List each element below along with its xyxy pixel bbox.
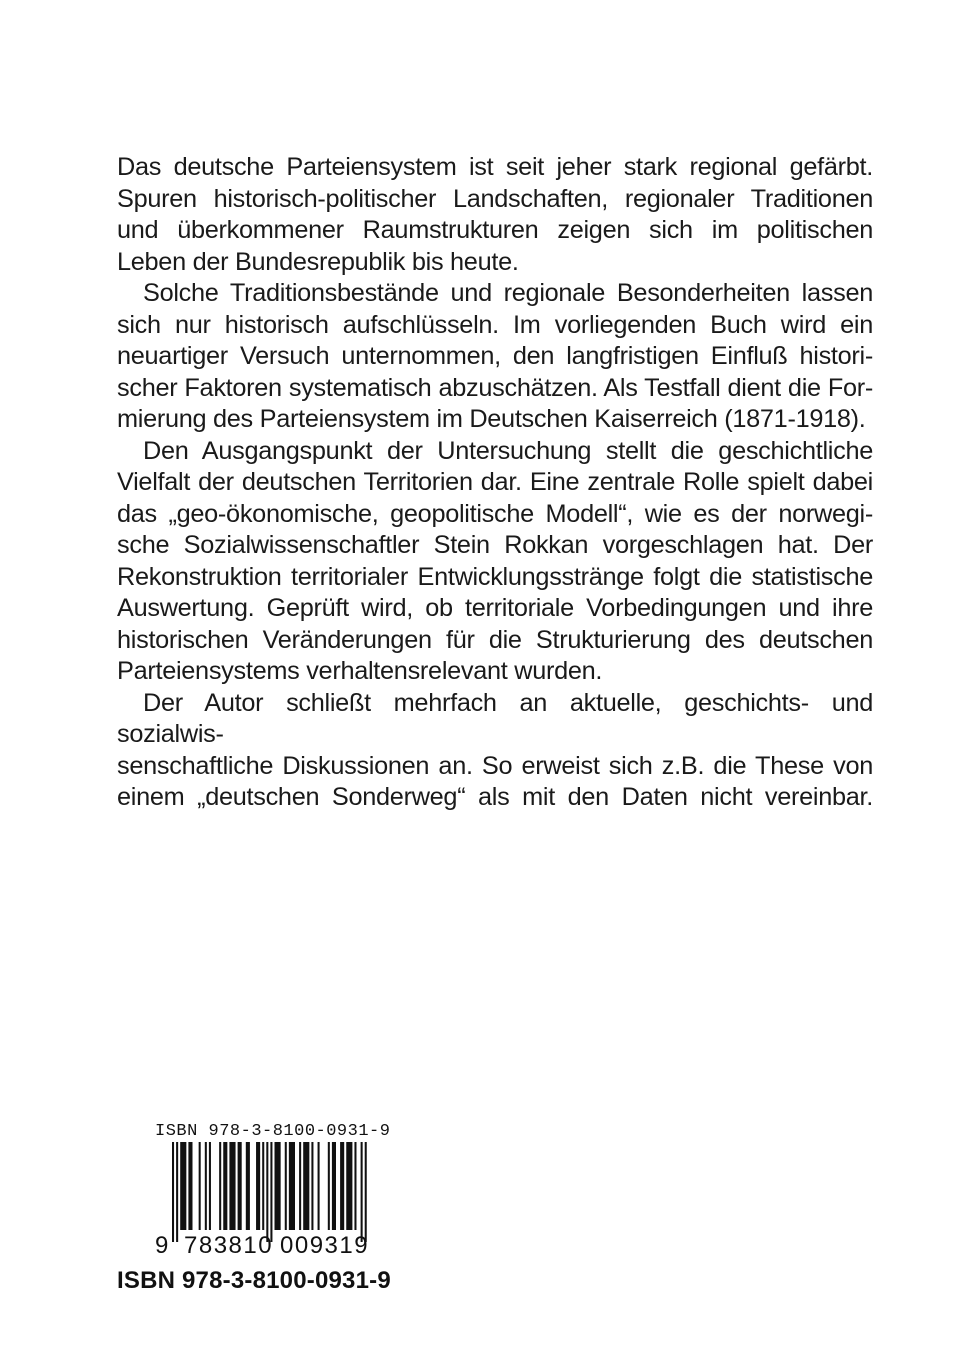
text-line: das „geo-ökonomische, geopolitische Modell“, wie es der norwegi- xyxy=(117,499,873,528)
barcode-bar xyxy=(229,1142,235,1230)
barcode-bar xyxy=(219,1142,221,1230)
barcode-bar xyxy=(256,1142,260,1230)
barcode-digits-left: 783810 xyxy=(184,1232,274,1259)
barcode-guard-bar xyxy=(365,1142,367,1242)
text-line: Der Autor schließt mehrfach an aktuelle, geschichts- und sozialwis- xyxy=(117,688,873,748)
barcode-bar xyxy=(262,1142,264,1230)
barcode-bar xyxy=(299,1142,301,1230)
barcode-digit-first: 9 xyxy=(155,1232,169,1259)
barcode-guard-bar xyxy=(172,1142,174,1242)
barcode-guard-bar xyxy=(361,1142,363,1242)
barcode-bar xyxy=(205,1142,207,1230)
text-line: Leben der Bundesrepublik bis heute. xyxy=(117,247,519,276)
barcode-isbn-label: ISBN 978-3-8100-0931-9 xyxy=(155,1122,391,1141)
barcode-guard-bar xyxy=(270,1142,272,1242)
barcode-bar xyxy=(223,1142,227,1230)
isbn-bold: ISBN 978-3-8100-0931-9 xyxy=(117,1267,391,1294)
barcode-bar xyxy=(318,1142,320,1230)
text-line: sich nur historisch aufschlüsseln. Im vorliegenden Buch wird ein xyxy=(117,310,873,339)
barcode-bar xyxy=(238,1142,242,1230)
blurb-paragraph-1 xyxy=(117,152,873,278)
blurb-paragraph-3 xyxy=(117,436,873,688)
barcode-digits xyxy=(152,1232,412,1262)
barcode xyxy=(152,1122,412,1262)
barcode-bar xyxy=(346,1142,352,1230)
barcode-guard-bar xyxy=(266,1142,268,1242)
text-line: Auswertung. Geprüft wird, ob territoriale Vorbedingungen und ihre xyxy=(117,594,873,622)
barcode-bar xyxy=(354,1142,356,1230)
barcode-bar xyxy=(180,1142,186,1230)
text-line: Solche Traditionsbestände und regionale Besonderheiten lassen xyxy=(143,279,873,307)
text-line: historischen Veränderungen für die Strukturierung des deutschen xyxy=(117,625,873,654)
barcode-bar xyxy=(246,1142,250,1230)
text-line: Spuren historisch-politischer Landschaften, regionaler Traditionen xyxy=(117,184,873,213)
blurb-paragraph-2 xyxy=(117,278,873,436)
text-line: Den Ausgangspunkt der Untersuchung stellt die geschichtliche xyxy=(143,436,873,465)
barcode-guard-bar xyxy=(176,1142,178,1242)
barcode-bar xyxy=(275,1142,281,1230)
text-line: neuartiger Versuch unternommen, den langfristigen Einfluß histori- xyxy=(117,342,873,370)
text-line: sche Sozialwissenschaftler Stein Rokkan vorgeschlagen hat. Der xyxy=(117,531,873,559)
blurb-paragraph-4 xyxy=(117,688,873,814)
barcode-bar xyxy=(340,1142,344,1230)
text-line: Vielfalt der deutschen Territorien dar. Eine zentrale Rolle spielt dabei xyxy=(117,468,873,496)
barcode-bar xyxy=(209,1142,211,1230)
barcode-bar xyxy=(311,1142,313,1230)
barcode-bar xyxy=(328,1142,330,1230)
text-line: Das deutsche Parteiensystem ist seit jeher stark regional gefärbt. xyxy=(117,153,873,181)
text-line: mierung des Parteiensystem im Deutschen Kaiserreich (1871-1918). xyxy=(117,405,866,433)
barcode-bar xyxy=(332,1142,336,1230)
barcode-bars xyxy=(172,1142,382,1246)
barcode-bar xyxy=(303,1142,309,1230)
blurb-text xyxy=(117,152,873,814)
barcode-bar xyxy=(199,1142,201,1230)
text-line: Parteiensystems verhaltensrelevant wurden. xyxy=(117,657,603,685)
barcode-bar xyxy=(289,1142,295,1230)
barcode-digits-right: 009319 xyxy=(280,1232,370,1259)
text-line: einem „deutschen Sonderweg“ als mit den Daten nicht vereinbar. xyxy=(117,783,873,811)
text-line: senschaftliche Diskussionen an. So erweist sich z.B. die These von xyxy=(117,751,873,780)
barcode-bar xyxy=(285,1142,287,1230)
text-line: und überkommener Raumstrukturen zeigen sich im politischen xyxy=(117,216,873,244)
barcode-bar xyxy=(188,1142,192,1230)
text-line: scher Faktoren systematisch abzuschätzen. Als Testfall dient die For- xyxy=(117,373,873,402)
text-line: Rekonstruktion territorialer Entwicklungsstränge folgt die statistische xyxy=(117,562,873,591)
